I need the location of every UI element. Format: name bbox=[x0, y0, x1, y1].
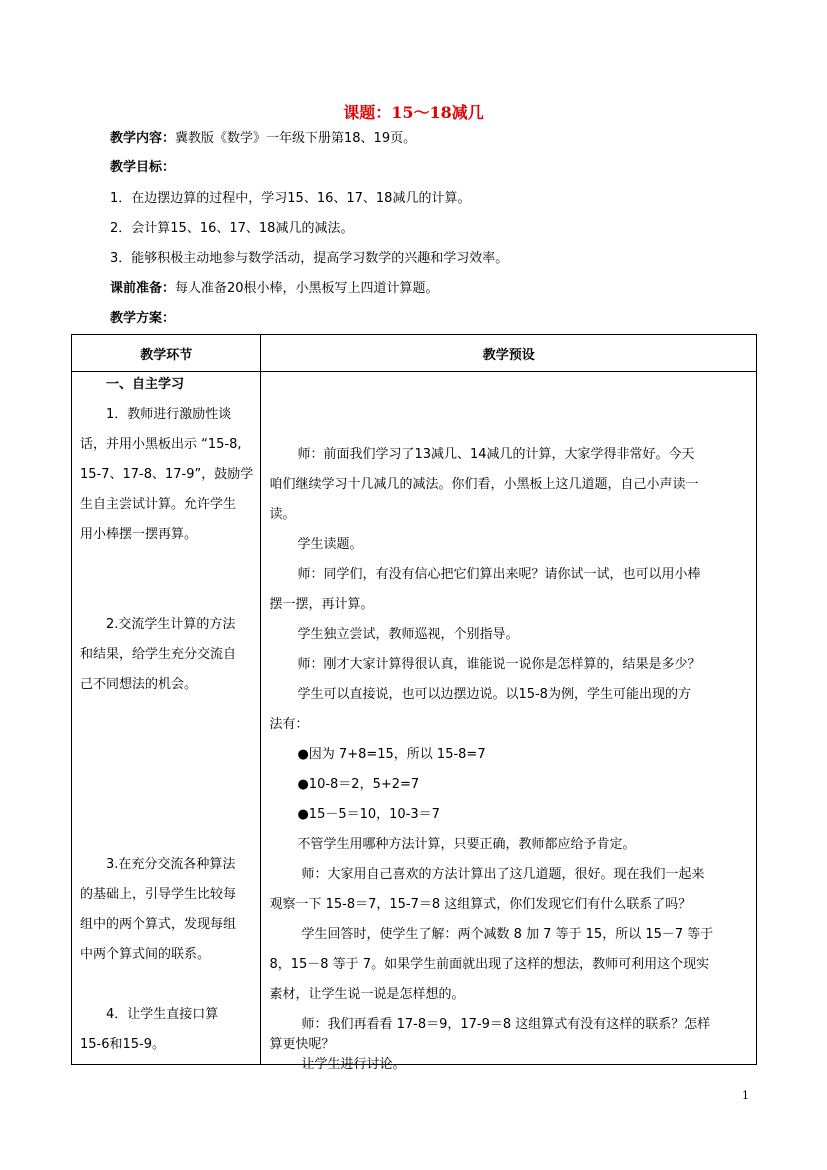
section-heading: 一、自主学习 bbox=[106, 377, 185, 392]
stage-text: 15-7、17-8、17-9”，鼓励学 bbox=[80, 467, 254, 482]
preset-text: 师：刚才大家计算得很认真，谁能说一说你是怎样算的，结果是多少？ bbox=[297, 657, 701, 672]
preset-column bbox=[261, 372, 757, 1072]
preset-text: 摆一摆，再计算。 bbox=[269, 597, 374, 612]
preset-text: 让学生进行讨论。 bbox=[301, 1057, 406, 1072]
content-text: 冀教版《数学》一年级下册第18、19页。 bbox=[175, 131, 417, 146]
header-stage: 教学环节 bbox=[72, 335, 261, 372]
preset-text: 不管学生用哪种方法计算，只要正确，教师都应给予肯定。 bbox=[297, 837, 636, 852]
preset-text: 师：同学们，有没有信心把它们算出来呢？请你试一试，也可以用小棒 bbox=[297, 567, 701, 582]
prep-line bbox=[110, 279, 439, 299]
lesson-title: 课题：15～18减几 bbox=[343, 103, 484, 122]
preset-text: 学生读题。 bbox=[297, 537, 363, 552]
preset-text: 学生回答时，使学生了解：两个减数 8 加 7 等于 15，所以 15－7 等于 bbox=[301, 927, 714, 942]
goal-item: 1．在边摆边算的过程中，学习15、16、17、18减几的计算。 bbox=[110, 191, 471, 206]
preset-text: 师：前面我们学习了13减几、14减几的计算，大家学得非常好。今天 bbox=[297, 447, 695, 462]
preset-text: 8，15－8 等于 7。如果学生前面就出现了这样的想法，教师可利用这个现实 bbox=[269, 957, 710, 972]
stage-text: 组中的两个算式，发现每组 bbox=[80, 917, 237, 932]
preset-text: 师：我们再看看 17-8＝9，17-9＝8 这组算式有没有这样的联系？怎样 bbox=[301, 1017, 711, 1032]
content-line bbox=[110, 129, 416, 149]
stage-text: 4．让学生直接口算 bbox=[106, 1007, 219, 1022]
preset-text: 素材，让学生说一说是怎样想的。 bbox=[269, 987, 465, 1002]
method-item: ●10-8＝2，5+2=7 bbox=[297, 777, 420, 792]
goals-label: 教学目标： bbox=[110, 160, 176, 175]
stage-text: 生自主尝试计算。允许学生 bbox=[80, 497, 237, 512]
prep-text: 每人准备20根小棒，小黑板写上四道计算题。 bbox=[175, 281, 439, 296]
stage-text: 1．教师进行激励性谈 bbox=[106, 407, 232, 422]
stage-text: 话，并用小黑板出示 “15-8, bbox=[80, 437, 242, 452]
preset-text: 算更快呢？ bbox=[269, 1037, 335, 1052]
stage-text: 的基础上，引导学生比较每 bbox=[80, 887, 237, 902]
preset-text: 学生可以直接说，也可以边摆边说。以15-8为例，学生可能出现的方 bbox=[297, 687, 691, 702]
stage-column bbox=[72, 372, 261, 1065]
stage-text: 15-6和15-9。 bbox=[80, 1037, 166, 1052]
preset-text: 咱们继续学习十几减几的减法。你们看，小黑板上这几道题，自己小声读一 bbox=[269, 477, 699, 492]
stage-text: 己不同想法的机会。 bbox=[80, 677, 198, 692]
stage-text: 3.在充分交流各种算法 bbox=[106, 857, 236, 872]
preset-text: 师：大家用自己喜欢的方法计算出了这几道题，很好。现在我们一起来 bbox=[301, 867, 705, 882]
page-number: 1 bbox=[742, 1089, 749, 1102]
plan-label: 教学方案： bbox=[110, 311, 176, 326]
stage-text: 中两个算式间的联系。 bbox=[80, 947, 211, 962]
stage-text: 2.交流学生计算的方法 bbox=[106, 617, 236, 632]
method-item: ●因为 7+8=15，所以 15-8=7 bbox=[297, 747, 486, 762]
stage-text: 和结果，给学生充分交流自 bbox=[80, 647, 237, 662]
preset-text: 读。 bbox=[269, 507, 296, 522]
header-preset: 教学预设 bbox=[261, 335, 757, 372]
goal-item: 2．会计算15、16、17、18减几的减法。 bbox=[110, 221, 354, 236]
lesson-plan-table bbox=[71, 334, 757, 1072]
preset-text: 观察一下 15-8＝7，15-7＝8 这组算式，你们发现它们有什么联系了吗？ bbox=[269, 897, 692, 912]
preset-text: 法有： bbox=[269, 717, 309, 732]
preset-text: 学生独立尝试，教师巡视，个别指导。 bbox=[297, 627, 519, 642]
content-label: 教学内容： bbox=[110, 131, 176, 146]
prep-label: 课前准备： bbox=[110, 281, 176, 296]
stage-text: 用小棒摆一摆再算。 bbox=[80, 527, 198, 542]
method-item: ●15－5＝10，10-3＝7 bbox=[297, 807, 440, 822]
goal-item: 3．能够积极主动地参与数学活动，提高学习数学的兴趣和学习效率。 bbox=[110, 251, 509, 266]
